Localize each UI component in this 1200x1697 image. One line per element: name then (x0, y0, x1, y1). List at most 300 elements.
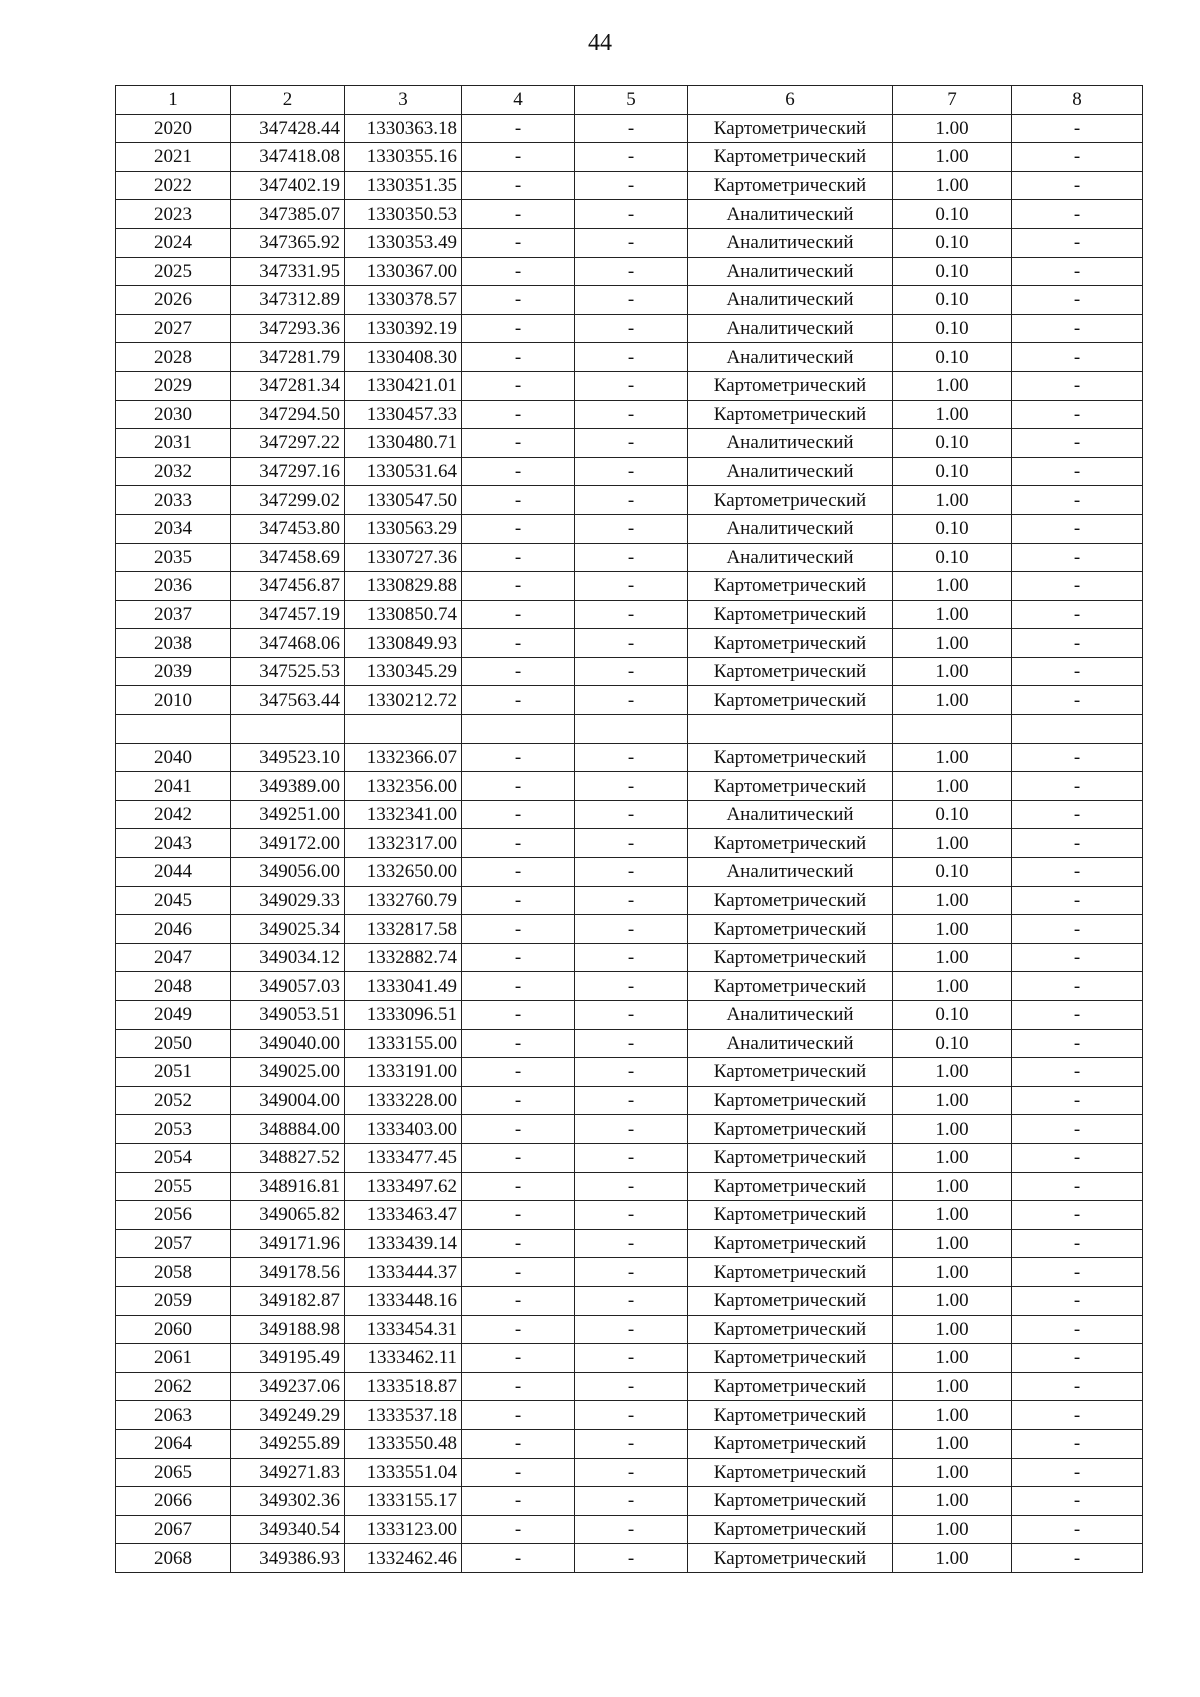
col4-cell: - (462, 1344, 575, 1373)
table-row (116, 1001, 1143, 1030)
col4-cell: - (462, 543, 575, 572)
col5-cell: - (575, 1229, 688, 1258)
col8-cell: - (1012, 1258, 1143, 1287)
accuracy-cell: 1.00 (893, 114, 1012, 143)
col4-cell: - (462, 1143, 575, 1172)
method-cell: Картометрический (688, 743, 893, 772)
accuracy-cell: 0.10 (893, 543, 1012, 572)
col8-cell: - (1012, 600, 1143, 629)
point-number-cell: 2058 (116, 1258, 231, 1287)
point-number-cell: 2053 (116, 1115, 231, 1144)
method-cell: Аналитический (688, 343, 893, 372)
coord-y-cell: 1333041.49 (345, 972, 462, 1001)
col5-cell: - (575, 943, 688, 972)
table-row (116, 1172, 1143, 1201)
accuracy-cell: 1.00 (893, 1515, 1012, 1544)
coord-y-cell: 1333191.00 (345, 1058, 462, 1087)
method-cell: Аналитический (688, 457, 893, 486)
accuracy-cell: 0.10 (893, 457, 1012, 486)
col4-cell: - (462, 629, 575, 658)
coord-y-cell: 1333439.14 (345, 1229, 462, 1258)
point-number-cell: 2043 (116, 829, 231, 858)
col8-cell: - (1012, 486, 1143, 515)
coord-y-cell: 1333462.11 (345, 1344, 462, 1373)
point-number-cell: 2039 (116, 657, 231, 686)
coord-x-cell: 349386.93 (231, 1544, 345, 1573)
col4-cell: - (462, 1458, 575, 1487)
table-row (116, 371, 1143, 400)
col8-cell: - (1012, 657, 1143, 686)
col4-cell: - (462, 743, 575, 772)
col8-cell (1012, 715, 1143, 744)
coord-y-cell: 1332341.00 (345, 800, 462, 829)
col4-cell: - (462, 686, 575, 715)
accuracy-cell: 0.10 (893, 228, 1012, 257)
col8-cell: - (1012, 686, 1143, 715)
accuracy-cell: 1.00 (893, 1286, 1012, 1315)
table-row (116, 114, 1143, 143)
coord-y-cell: 1333463.47 (345, 1201, 462, 1230)
col4-cell: - (462, 228, 575, 257)
coord-x-cell: 347458.69 (231, 543, 345, 572)
point-number-cell: 2030 (116, 400, 231, 429)
coord-x-cell: 349171.96 (231, 1229, 345, 1258)
coord-x-cell: 349249.29 (231, 1401, 345, 1430)
point-number-cell: 2054 (116, 1143, 231, 1172)
coord-x-cell: 348884.00 (231, 1115, 345, 1144)
col8-cell: - (1012, 200, 1143, 229)
col5-cell: - (575, 743, 688, 772)
coord-y-cell (345, 715, 462, 744)
col5-cell: - (575, 514, 688, 543)
coord-x-cell: 348827.52 (231, 1143, 345, 1172)
table-row (116, 1229, 1143, 1258)
point-number-cell: 2057 (116, 1229, 231, 1258)
accuracy-cell: 1.00 (893, 1487, 1012, 1516)
col8-cell: - (1012, 1487, 1143, 1516)
accuracy-cell: 1.00 (893, 1401, 1012, 1430)
table-row (116, 1201, 1143, 1230)
coord-y-cell: 1330345.29 (345, 657, 462, 686)
table-row (116, 572, 1143, 601)
coord-y-cell: 1330849.93 (345, 629, 462, 658)
col5-cell: - (575, 1487, 688, 1516)
accuracy-cell: 0.10 (893, 1001, 1012, 1030)
table-row (116, 257, 1143, 286)
coord-x-cell: 347402.19 (231, 171, 345, 200)
method-cell: Картометрический (688, 686, 893, 715)
point-number-cell: 2055 (116, 1172, 231, 1201)
table-row (116, 1372, 1143, 1401)
coord-x-cell: 349053.51 (231, 1001, 345, 1030)
col8-cell: - (1012, 1515, 1143, 1544)
page-number: 44 (588, 30, 612, 56)
col8-cell: - (1012, 800, 1143, 829)
coord-y-cell: 1333096.51 (345, 1001, 462, 1030)
accuracy-cell: 1.00 (893, 572, 1012, 601)
coord-y-cell: 1333550.48 (345, 1429, 462, 1458)
col4-cell: - (462, 1201, 575, 1230)
col8-cell: - (1012, 943, 1143, 972)
col8-cell: - (1012, 1115, 1143, 1144)
coord-x-cell: 347297.22 (231, 429, 345, 458)
accuracy-cell: 1.00 (893, 1143, 1012, 1172)
accuracy-cell: 1.00 (893, 886, 1012, 915)
table-row (116, 743, 1143, 772)
coord-y-cell: 1330547.50 (345, 486, 462, 515)
column-header: 5 (575, 86, 688, 115)
col4-cell: - (462, 343, 575, 372)
method-cell: Картометрический (688, 1229, 893, 1258)
coord-y-cell: 1330457.33 (345, 400, 462, 429)
coord-y-cell: 1333155.17 (345, 1487, 462, 1516)
coord-y-cell: 1332317.00 (345, 829, 462, 858)
col4-cell: - (462, 1372, 575, 1401)
method-cell: Аналитический (688, 429, 893, 458)
column-header: 8 (1012, 86, 1143, 115)
accuracy-cell: 1.00 (893, 486, 1012, 515)
coord-x-cell: 349237.06 (231, 1372, 345, 1401)
accuracy-cell: 1.00 (893, 772, 1012, 801)
point-number-cell: 2051 (116, 1058, 231, 1087)
method-cell: Картометрический (688, 1401, 893, 1430)
method-cell: Картометрический (688, 1429, 893, 1458)
coord-x-cell: 349340.54 (231, 1515, 345, 1544)
accuracy-cell: 1.00 (893, 743, 1012, 772)
accuracy-cell: 0.10 (893, 429, 1012, 458)
coordinates-table (115, 85, 1143, 1573)
accuracy-cell: 0.10 (893, 800, 1012, 829)
coord-x-cell: 349029.33 (231, 886, 345, 915)
point-number-cell: 2033 (116, 486, 231, 515)
accuracy-cell: 1.00 (893, 1258, 1012, 1287)
col4-cell: - (462, 886, 575, 915)
method-cell: Картометрический (688, 114, 893, 143)
col8-cell: - (1012, 257, 1143, 286)
table-row (116, 1086, 1143, 1115)
col5-cell: - (575, 200, 688, 229)
col8-cell: - (1012, 1344, 1143, 1373)
table-row (116, 228, 1143, 257)
col8-cell: - (1012, 1315, 1143, 1344)
point-number-cell: 2038 (116, 629, 231, 658)
point-number-cell: 2024 (116, 228, 231, 257)
col4-cell: - (462, 1115, 575, 1144)
method-cell: Аналитический (688, 1029, 893, 1058)
method-cell: Картометрический (688, 400, 893, 429)
col5-cell: - (575, 343, 688, 372)
method-cell: Аналитический (688, 543, 893, 572)
table-row (116, 915, 1143, 944)
coord-y-cell: 1332817.58 (345, 915, 462, 944)
coord-x-cell: 347293.36 (231, 314, 345, 343)
method-cell: Картометрический (688, 1372, 893, 1401)
coord-x-cell: 347457.19 (231, 600, 345, 629)
method-cell: Аналитический (688, 514, 893, 543)
col5-cell: - (575, 429, 688, 458)
col4-cell: - (462, 1544, 575, 1573)
table-row (116, 543, 1143, 572)
col4-cell: - (462, 829, 575, 858)
col4-cell: - (462, 1515, 575, 1544)
table-row (116, 343, 1143, 372)
accuracy-cell: 1.00 (893, 829, 1012, 858)
accuracy-cell: 1.00 (893, 686, 1012, 715)
coord-x-cell: 348916.81 (231, 1172, 345, 1201)
col5-cell: - (575, 1429, 688, 1458)
accuracy-cell: 0.10 (893, 286, 1012, 315)
col4-cell: - (462, 257, 575, 286)
method-cell: Аналитический (688, 257, 893, 286)
accuracy-cell: 0.10 (893, 200, 1012, 229)
table-row (116, 1058, 1143, 1087)
accuracy-cell: 1.00 (893, 1172, 1012, 1201)
col4-cell: - (462, 200, 575, 229)
table-row (116, 429, 1143, 458)
coord-y-cell: 1333497.62 (345, 1172, 462, 1201)
table-row (116, 200, 1143, 229)
method-cell: Картометрический (688, 1201, 893, 1230)
col8-cell: - (1012, 1429, 1143, 1458)
table-row (116, 772, 1143, 801)
col8-cell: - (1012, 1401, 1143, 1430)
table-row (116, 143, 1143, 172)
col5-cell: - (575, 600, 688, 629)
col8-cell: - (1012, 1029, 1143, 1058)
coord-y-cell: 1332650.00 (345, 858, 462, 887)
method-cell: Аналитический (688, 200, 893, 229)
column-header: 2 (231, 86, 345, 115)
method-cell (688, 715, 893, 744)
table-row (116, 1143, 1143, 1172)
column-header: 4 (462, 86, 575, 115)
coord-x-cell: 347365.92 (231, 228, 345, 257)
coord-y-cell: 1330531.64 (345, 457, 462, 486)
col5-cell: - (575, 1143, 688, 1172)
coord-x-cell: 349255.89 (231, 1429, 345, 1458)
col5-cell: - (575, 314, 688, 343)
point-number-cell: 2036 (116, 572, 231, 601)
col4-cell: - (462, 1001, 575, 1030)
col5-cell: - (575, 1201, 688, 1230)
col4-cell: - (462, 429, 575, 458)
col5-cell: - (575, 772, 688, 801)
col5-cell: - (575, 686, 688, 715)
coord-x-cell: 347563.44 (231, 686, 345, 715)
accuracy-cell (893, 715, 1012, 744)
accuracy-cell: 1.00 (893, 171, 1012, 200)
coord-x-cell: 347468.06 (231, 629, 345, 658)
table-row (116, 1029, 1143, 1058)
point-number-cell: 2035 (116, 543, 231, 572)
coord-x-cell: 349034.12 (231, 943, 345, 972)
col8-cell: - (1012, 1058, 1143, 1087)
col8-cell: - (1012, 114, 1143, 143)
col5-cell: - (575, 1001, 688, 1030)
point-number-cell: 2052 (116, 1086, 231, 1115)
coord-y-cell: 1332882.74 (345, 943, 462, 972)
col4-cell: - (462, 657, 575, 686)
col8-cell: - (1012, 743, 1143, 772)
method-cell: Картометрический (688, 1172, 893, 1201)
coord-y-cell: 1333155.00 (345, 1029, 462, 1058)
table-row (116, 1115, 1143, 1144)
col4-cell: - (462, 314, 575, 343)
coord-y-cell: 1333228.00 (345, 1086, 462, 1115)
col5-cell: - (575, 629, 688, 658)
accuracy-cell: 1.00 (893, 1344, 1012, 1373)
coord-x-cell: 349004.00 (231, 1086, 345, 1115)
coord-x-cell: 349523.10 (231, 743, 345, 772)
coord-y-cell: 1332760.79 (345, 886, 462, 915)
table-row (116, 800, 1143, 829)
point-number-cell: 2034 (116, 514, 231, 543)
col5-cell: - (575, 800, 688, 829)
table-row (116, 1429, 1143, 1458)
table-row (116, 858, 1143, 887)
coord-y-cell: 1330351.35 (345, 171, 462, 200)
method-cell: Картометрический (688, 1143, 893, 1172)
table-row (116, 1544, 1143, 1573)
col5-cell: - (575, 1401, 688, 1430)
point-number-cell: 2049 (116, 1001, 231, 1030)
coord-y-cell: 1333537.18 (345, 1401, 462, 1430)
coord-x-cell: 349389.00 (231, 772, 345, 801)
coord-x-cell: 349178.56 (231, 1258, 345, 1287)
col8-cell: - (1012, 915, 1143, 944)
accuracy-cell: 1.00 (893, 657, 1012, 686)
coord-y-cell: 1333551.04 (345, 1458, 462, 1487)
table-row (116, 400, 1143, 429)
method-cell: Картометрический (688, 1058, 893, 1087)
accuracy-cell: 1.00 (893, 1201, 1012, 1230)
accuracy-cell: 0.10 (893, 343, 1012, 372)
table-row (116, 715, 1143, 744)
point-number-cell: 2032 (116, 457, 231, 486)
coord-x-cell: 347281.79 (231, 343, 345, 372)
point-number-cell: 2027 (116, 314, 231, 343)
point-number-cell: 2041 (116, 772, 231, 801)
table-row (116, 829, 1143, 858)
col5-cell: - (575, 1172, 688, 1201)
accuracy-cell: 1.00 (893, 143, 1012, 172)
col4-cell: - (462, 943, 575, 972)
coord-x-cell: 347312.89 (231, 286, 345, 315)
col4-cell: - (462, 1401, 575, 1430)
col4-cell: - (462, 858, 575, 887)
col5-cell: - (575, 829, 688, 858)
col5-cell: - (575, 915, 688, 944)
method-cell: Картометрический (688, 629, 893, 658)
col5-cell: - (575, 114, 688, 143)
method-cell: Картометрический (688, 1544, 893, 1573)
table-row (116, 657, 1143, 686)
table-row (116, 486, 1143, 515)
accuracy-cell: 1.00 (893, 1429, 1012, 1458)
method-cell: Картометрический (688, 486, 893, 515)
coord-y-cell: 1330212.72 (345, 686, 462, 715)
coord-y-cell: 1330850.74 (345, 600, 462, 629)
coord-x-cell: 349056.00 (231, 858, 345, 887)
coord-y-cell: 1330563.29 (345, 514, 462, 543)
table-row (116, 1315, 1143, 1344)
point-number-cell (116, 715, 231, 744)
col4-cell: - (462, 1315, 575, 1344)
accuracy-cell: 1.00 (893, 1229, 1012, 1258)
method-cell: Аналитический (688, 314, 893, 343)
col5-cell: - (575, 1058, 688, 1087)
method-cell: Картометрический (688, 600, 893, 629)
method-cell: Аналитический (688, 286, 893, 315)
coord-x-cell: 349040.00 (231, 1029, 345, 1058)
col8-cell: - (1012, 228, 1143, 257)
col5-cell: - (575, 228, 688, 257)
col4-cell: - (462, 1258, 575, 1287)
col4-cell: - (462, 286, 575, 315)
col4-cell: - (462, 171, 575, 200)
col4-cell: - (462, 400, 575, 429)
col8-cell: - (1012, 1458, 1143, 1487)
col4-cell (462, 715, 575, 744)
accuracy-cell: 1.00 (893, 1315, 1012, 1344)
table-row (116, 686, 1143, 715)
coord-x-cell: 347428.44 (231, 114, 345, 143)
col4-cell: - (462, 600, 575, 629)
col8-cell: - (1012, 314, 1143, 343)
point-number-cell: 2068 (116, 1544, 231, 1573)
point-number-cell: 2060 (116, 1315, 231, 1344)
col5-cell: - (575, 1258, 688, 1287)
table-row (116, 457, 1143, 486)
method-cell: Картометрический (688, 371, 893, 400)
point-number-cell: 2045 (116, 886, 231, 915)
coord-y-cell: 1330378.57 (345, 286, 462, 315)
coord-x-cell: 349302.36 (231, 1487, 345, 1516)
col4-cell: - (462, 514, 575, 543)
point-number-cell: 2031 (116, 429, 231, 458)
col4-cell: - (462, 143, 575, 172)
coord-y-cell: 1332462.46 (345, 1544, 462, 1573)
accuracy-cell: 1.00 (893, 600, 1012, 629)
table-row (116, 972, 1143, 1001)
col8-cell: - (1012, 1172, 1143, 1201)
col8-cell: - (1012, 1229, 1143, 1258)
accuracy-cell: 1.00 (893, 371, 1012, 400)
table-row (116, 1515, 1143, 1544)
col5-cell: - (575, 1458, 688, 1487)
col4-cell: - (462, 1058, 575, 1087)
method-cell: Картометрический (688, 143, 893, 172)
col8-cell: - (1012, 886, 1143, 915)
coord-y-cell: 1333454.31 (345, 1315, 462, 1344)
method-cell: Картометрический (688, 972, 893, 1001)
coord-x-cell: 347331.95 (231, 257, 345, 286)
coord-x-cell: 349271.83 (231, 1458, 345, 1487)
col8-cell: - (1012, 972, 1143, 1001)
table-row (116, 1401, 1143, 1430)
method-cell: Аналитический (688, 1001, 893, 1030)
col4-cell: - (462, 1286, 575, 1315)
method-cell: Картометрический (688, 1344, 893, 1373)
table-row (116, 600, 1143, 629)
col5-cell: - (575, 1344, 688, 1373)
coord-y-cell: 1330829.88 (345, 572, 462, 601)
point-number-cell: 2061 (116, 1344, 231, 1373)
point-number-cell: 2028 (116, 343, 231, 372)
point-number-cell: 2048 (116, 972, 231, 1001)
table-row (116, 1344, 1143, 1373)
method-cell: Аналитический (688, 800, 893, 829)
